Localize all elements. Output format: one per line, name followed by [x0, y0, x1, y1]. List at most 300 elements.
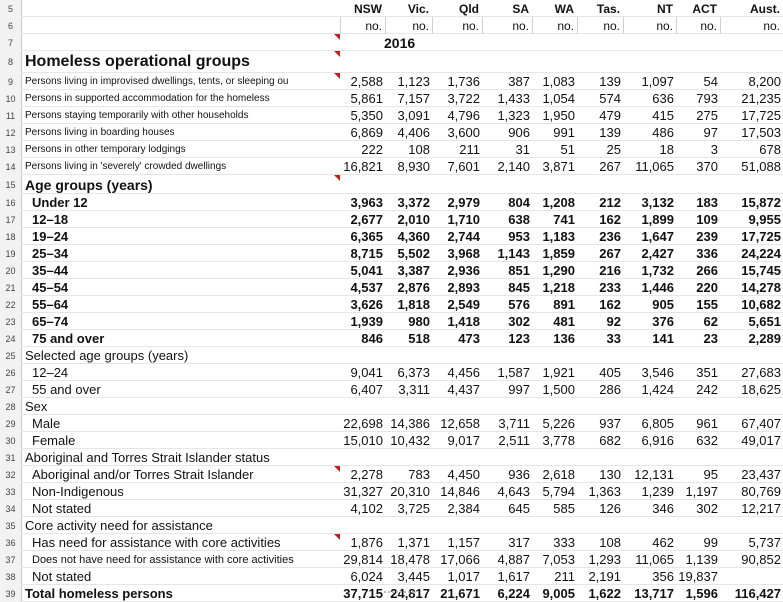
data-cell[interactable]: 4,887 [497, 552, 530, 567]
data-cell[interactable]: 2,677 [350, 212, 383, 227]
data-cell[interactable]: 5,350 [350, 108, 383, 123]
comment-marker-icon[interactable] [334, 466, 340, 472]
data-cell[interactable]: 9,041 [350, 365, 383, 380]
data-cell[interactable]: 17,066 [440, 552, 480, 567]
data-cell[interactable]: 356 [652, 569, 674, 584]
data-cell[interactable]: 2,010 [397, 212, 430, 227]
data-cell[interactable]: 3,091 [397, 108, 430, 123]
data-cell[interactable]: 851 [508, 263, 530, 278]
data-cell[interactable]: 1,418 [447, 314, 480, 329]
row-label[interactable]: Persons living in 'severely' crowded dwellings [25, 161, 227, 172]
unit-cell[interactable]: no. [557, 18, 574, 33]
row-number[interactable]: 22 [0, 296, 22, 313]
data-cell[interactable]: 3,132 [641, 195, 674, 210]
data-cell[interactable]: 793 [696, 91, 718, 106]
data-cell[interactable]: 23,437 [741, 467, 781, 482]
comment-marker-icon[interactable] [334, 534, 340, 540]
data-cell[interactable]: 10,682 [741, 297, 781, 312]
data-cell[interactable]: 4,360 [397, 229, 430, 244]
data-cell[interactable]: 1,433 [497, 91, 530, 106]
data-cell[interactable]: 11,065 [635, 159, 674, 174]
unit-cell[interactable]: no. [763, 18, 780, 33]
row-label[interactable]: 25–34 [32, 246, 69, 261]
row-number[interactable]: 36 [0, 534, 22, 551]
data-cell[interactable]: 3,600 [447, 125, 480, 140]
data-cell[interactable]: 18,625 [741, 382, 781, 397]
data-cell[interactable]: 405 [599, 365, 621, 380]
data-cell[interactable]: 23 [703, 331, 718, 346]
data-cell[interactable]: 1,876 [350, 535, 383, 550]
data-cell[interactable]: 267 [599, 246, 621, 261]
sheet-row-11[interactable] [0, 107, 783, 124]
data-cell[interactable]: 961 [696, 416, 718, 431]
data-cell[interactable]: 783 [408, 467, 430, 482]
data-cell[interactable]: 2,384 [447, 501, 480, 516]
row-number[interactable]: 18 [0, 228, 22, 245]
row-number[interactable]: 11 [0, 107, 22, 124]
sheet-row-25[interactable] [0, 347, 783, 364]
data-cell[interactable]: 31,327 [343, 484, 383, 499]
data-cell[interactable]: 891 [553, 297, 575, 312]
data-cell[interactable]: 49,017 [741, 433, 781, 448]
data-cell[interactable]: 936 [508, 467, 530, 482]
data-cell[interactable]: 317 [508, 535, 530, 550]
data-cell[interactable]: 90,852 [741, 552, 781, 567]
data-cell[interactable]: 1,183 [542, 229, 575, 244]
row-label[interactable]: Non-Indigenous [32, 484, 124, 499]
data-cell[interactable]: 99 [703, 535, 718, 550]
row-number[interactable]: 23 [0, 313, 22, 330]
row-number[interactable]: 21 [0, 279, 22, 296]
row-label[interactable]: Has need for assistance with core activities [32, 535, 281, 550]
data-cell[interactable]: 1,363 [588, 484, 621, 499]
sheet-row-18[interactable] [0, 228, 783, 245]
data-cell[interactable]: 5,861 [350, 91, 383, 106]
data-cell[interactable]: 2,191 [588, 569, 621, 584]
data-cell[interactable]: 1,596 [685, 586, 718, 601]
data-cell[interactable]: 7,053 [542, 552, 575, 567]
data-cell[interactable]: 1,323 [497, 108, 530, 123]
data-cell[interactable]: 17,725 [741, 229, 781, 244]
data-cell[interactable]: 1,097 [641, 74, 674, 89]
row-label[interactable]: Persons in other temporary lodgings [25, 144, 186, 155]
sheet-row-22[interactable] [0, 296, 783, 313]
data-cell[interactable]: 486 [652, 125, 674, 140]
row-label[interactable]: Not stated [32, 569, 92, 584]
row-label[interactable]: Persons in supported accommodation for the homeless [25, 93, 270, 104]
data-cell[interactable]: 2,289 [748, 331, 781, 346]
data-cell[interactable]: 222 [361, 142, 383, 157]
data-cell[interactable]: 351 [696, 365, 718, 380]
sheet-row-10[interactable] [0, 90, 783, 107]
column-header[interactable]: Tas. [596, 1, 620, 16]
data-cell[interactable]: 1,293 [588, 552, 621, 567]
data-cell[interactable]: 3,725 [397, 501, 430, 516]
row-number[interactable]: 39 [0, 585, 22, 602]
comment-marker-icon[interactable] [334, 73, 340, 79]
sheet-row-27[interactable] [0, 381, 783, 398]
row-number[interactable]: 24 [0, 330, 22, 347]
unit-cell[interactable]: no. [462, 18, 479, 33]
data-cell[interactable]: 12,217 [741, 501, 781, 516]
data-cell[interactable]: 5,226 [542, 416, 575, 431]
data-cell[interactable]: 3,778 [542, 433, 575, 448]
row-label[interactable]: Selected age groups (years) [25, 348, 189, 363]
data-cell[interactable]: 1,818 [397, 297, 430, 312]
row-label[interactable]: 12–24 [32, 365, 69, 380]
data-cell[interactable]: 17,503 [741, 125, 781, 140]
data-cell[interactable]: 3,445 [397, 569, 430, 584]
data-cell[interactable]: 1,921 [542, 365, 575, 380]
data-cell[interactable]: 6,916 [641, 433, 674, 448]
data-cell[interactable]: 845 [508, 280, 530, 295]
data-cell[interactable]: 2,618 [542, 467, 575, 482]
row-label[interactable]: Total homeless persons [25, 586, 173, 601]
data-cell[interactable]: 21,671 [440, 586, 480, 601]
data-cell[interactable]: 415 [652, 108, 674, 123]
row-number[interactable]: 20 [0, 262, 22, 279]
data-cell[interactable]: 109 [696, 212, 718, 227]
row-number[interactable]: 29 [0, 415, 22, 432]
data-cell[interactable]: 4,796 [447, 108, 480, 123]
data-cell[interactable]: 481 [553, 314, 575, 329]
data-cell[interactable]: 6,805 [641, 416, 674, 431]
sheet-row-35[interactable] [0, 517, 783, 534]
row-number[interactable]: 17 [0, 211, 22, 228]
data-cell[interactable]: 286 [599, 382, 621, 397]
column-header[interactable]: WA [554, 1, 574, 16]
data-cell[interactable]: 3,626 [350, 297, 383, 312]
row-label[interactable]: Under 12 [32, 195, 88, 210]
data-cell[interactable]: 123 [508, 331, 530, 346]
data-cell[interactable]: 18 [659, 142, 674, 157]
data-cell[interactable]: 2,979 [447, 195, 480, 210]
data-cell[interactable]: 1,859 [542, 246, 575, 261]
row-number[interactable]: 16 [0, 194, 22, 211]
row-number[interactable]: 25 [0, 347, 22, 364]
row-number[interactable]: 10 [0, 90, 22, 107]
data-cell[interactable]: 8,715 [350, 246, 383, 261]
sheet-row-28[interactable] [0, 398, 783, 415]
sheet-row-26[interactable] [0, 364, 783, 381]
data-cell[interactable]: 108 [599, 535, 621, 550]
data-cell[interactable]: 4,102 [350, 501, 383, 516]
row-number[interactable]: 30 [0, 432, 22, 449]
column-header[interactable]: NT [657, 1, 673, 16]
row-number[interactable]: 35 [0, 517, 22, 534]
data-cell[interactable]: 275 [696, 108, 718, 123]
data-cell[interactable]: 24,817 [390, 586, 430, 601]
column-header[interactable]: Aust. [750, 1, 780, 16]
row-number[interactable]: 12 [0, 124, 22, 141]
data-cell[interactable]: 1,899 [641, 212, 674, 227]
sheet-row-33[interactable] [0, 483, 783, 500]
data-cell[interactable]: 636 [652, 91, 674, 106]
data-cell[interactable]: 1,587 [497, 365, 530, 380]
data-cell[interactable]: 216 [599, 263, 621, 278]
sheet-row-13[interactable] [0, 141, 783, 158]
data-cell[interactable]: 3,372 [397, 195, 430, 210]
data-cell[interactable]: 3 [710, 142, 718, 157]
sheet-row-16[interactable] [0, 194, 783, 211]
column-header[interactable]: SA [512, 1, 529, 16]
data-cell[interactable]: 1,617 [497, 569, 530, 584]
data-cell[interactable]: 116,427 [734, 586, 781, 601]
data-cell[interactable]: 183 [696, 195, 718, 210]
data-cell[interactable]: 6,373 [397, 365, 430, 380]
data-cell[interactable]: 92 [606, 314, 621, 329]
data-cell[interactable]: 1,424 [641, 382, 674, 397]
data-cell[interactable]: 141 [652, 331, 674, 346]
data-cell[interactable]: 585 [553, 501, 575, 516]
row-label[interactable]: Homeless operational groups [25, 53, 250, 70]
data-cell[interactable]: 1,647 [641, 229, 674, 244]
data-cell[interactable]: 3,311 [398, 382, 430, 397]
data-cell[interactable]: 162 [599, 212, 621, 227]
row-label[interactable]: Aboriginal and/or Torres Strait Islander [32, 467, 254, 482]
data-cell[interactable]: 95 [703, 467, 718, 482]
row-label[interactable]: Not stated [32, 501, 92, 516]
row-number[interactable]: 26 [0, 364, 22, 381]
data-cell[interactable]: 678 [759, 142, 781, 157]
sheet-row-5[interactable] [0, 0, 783, 17]
data-cell[interactable]: 2,876 [397, 280, 430, 295]
unit-cell[interactable]: no. [365, 18, 382, 33]
data-cell[interactable]: 2,744 [447, 229, 480, 244]
sheet-row-31[interactable] [0, 449, 783, 466]
sheet-row-9[interactable] [0, 73, 783, 90]
data-cell[interactable]: 7,157 [397, 91, 430, 106]
data-cell[interactable]: 4,406 [397, 125, 430, 140]
data-cell[interactable]: 2,893 [447, 280, 480, 295]
sheet-row-38[interactable] [0, 568, 783, 585]
data-cell[interactable]: 4,537 [350, 280, 383, 295]
data-cell[interactable]: 9,017 [447, 433, 480, 448]
data-cell[interactable]: 16,821 [343, 159, 383, 174]
data-cell[interactable]: 804 [508, 195, 530, 210]
data-cell[interactable]: 4,456 [447, 365, 480, 380]
data-cell[interactable]: 15,010 [343, 433, 383, 448]
data-cell[interactable]: 14,386 [390, 416, 430, 431]
data-cell[interactable]: 97 [703, 125, 718, 140]
year-label[interactable]: 2016 [384, 34, 416, 51]
data-cell[interactable]: 1,500 [542, 382, 575, 397]
row-number[interactable]: 37 [0, 551, 22, 568]
data-cell[interactable]: 7,601 [447, 159, 480, 174]
data-cell[interactable]: 29,814 [343, 552, 383, 567]
sheet-row-8[interactable] [0, 51, 783, 73]
data-cell[interactable]: 1,017 [447, 569, 480, 584]
data-cell[interactable]: 25 [606, 142, 621, 157]
data-cell[interactable]: 211 [554, 569, 575, 584]
data-cell[interactable]: 17,725 [741, 108, 781, 123]
data-cell[interactable]: 5,041 [350, 263, 383, 278]
data-cell[interactable]: 1,732 [641, 263, 674, 278]
data-cell[interactable]: 370 [696, 159, 718, 174]
data-cell[interactable]: 1,139 [685, 552, 718, 567]
data-cell[interactable]: 2,549 [447, 297, 480, 312]
data-cell[interactable]: 67,407 [741, 416, 781, 431]
comment-marker-icon[interactable] [334, 175, 340, 181]
data-cell[interactable]: 5,651 [748, 314, 781, 329]
sheet-row-19[interactable] [0, 245, 783, 262]
row-number[interactable]: 5 [0, 0, 22, 17]
data-cell[interactable]: 576 [508, 297, 530, 312]
data-cell[interactable]: 2,511 [498, 433, 530, 448]
data-cell[interactable]: 266 [696, 263, 718, 278]
data-cell[interactable]: 1,157 [447, 535, 480, 550]
row-label[interactable]: 55–64 [32, 297, 69, 312]
data-cell[interactable]: 473 [458, 331, 480, 346]
data-cell[interactable]: 24,224 [741, 246, 781, 261]
data-cell[interactable]: 574 [599, 91, 621, 106]
data-cell[interactable]: 3,722 [447, 91, 480, 106]
column-header[interactable]: Vic. [407, 1, 429, 16]
row-number[interactable]: 31 [0, 449, 22, 466]
data-cell[interactable]: 1,083 [542, 74, 575, 89]
data-cell[interactable]: 479 [599, 108, 621, 123]
sheet-row-17[interactable] [0, 211, 783, 228]
data-cell[interactable]: 632 [696, 433, 718, 448]
data-cell[interactable]: 12,658 [440, 416, 480, 431]
row-number[interactable]: 14 [0, 158, 22, 175]
data-cell[interactable]: 6,407 [350, 382, 383, 397]
data-cell[interactable]: 2,936 [447, 263, 480, 278]
data-cell[interactable]: 645 [508, 501, 530, 516]
data-cell[interactable]: 6,024 [350, 569, 383, 584]
unit-cell[interactable]: no. [603, 18, 620, 33]
data-cell[interactable]: 5,737 [748, 535, 781, 550]
data-cell[interactable]: 239 [696, 229, 718, 244]
data-cell[interactable]: 211 [459, 142, 480, 157]
data-cell[interactable]: 136 [553, 331, 575, 346]
row-label[interactable]: Persons living in boarding houses [25, 127, 175, 138]
sheet-row-36[interactable] [0, 534, 783, 551]
data-cell[interactable]: 5,794 [542, 484, 575, 499]
data-cell[interactable]: 14,846 [440, 484, 480, 499]
data-cell[interactable]: 11,065 [635, 552, 674, 567]
column-header[interactable]: ACT [692, 1, 717, 16]
row-label[interactable]: Sex [25, 399, 48, 414]
row-number[interactable]: 34 [0, 500, 22, 517]
data-cell[interactable]: 6,869 [350, 125, 383, 140]
row-number[interactable]: 15 [0, 175, 22, 194]
data-cell[interactable]: 236 [599, 229, 621, 244]
data-cell[interactable]: 3,963 [350, 195, 383, 210]
row-label[interactable]: 12–18 [32, 212, 69, 227]
data-cell[interactable]: 376 [652, 314, 674, 329]
data-cell[interactable]: 54 [703, 74, 718, 89]
row-label[interactable]: Aboriginal and Torres Strait Islander status [25, 450, 270, 465]
data-cell[interactable]: 682 [599, 433, 621, 448]
sheet-row-37[interactable] [0, 551, 783, 568]
data-cell[interactable]: 220 [696, 280, 718, 295]
sheet-row-23[interactable] [0, 313, 783, 330]
data-cell[interactable]: 1,218 [542, 280, 575, 295]
data-cell[interactable]: 14,278 [741, 280, 781, 295]
data-cell[interactable]: 905 [652, 297, 674, 312]
data-cell[interactable]: 13,717 [634, 586, 674, 601]
data-cell[interactable]: 4,450 [447, 467, 480, 482]
sheet-row-15[interactable] [0, 175, 783, 194]
data-cell[interactable]: 518 [408, 331, 430, 346]
data-cell[interactable]: 1,446 [641, 280, 674, 295]
data-cell[interactable]: 8,200 [748, 74, 781, 89]
row-label[interactable]: 45–54 [32, 280, 69, 295]
row-label[interactable]: 19–24 [32, 229, 69, 244]
row-number[interactable]: 33 [0, 483, 22, 500]
data-cell[interactable]: 22,698 [343, 416, 383, 431]
data-cell[interactable]: 2,278 [350, 467, 383, 482]
row-label[interactable]: 75 and over [32, 331, 105, 346]
data-cell[interactable]: 6,365 [350, 229, 383, 244]
sheet-row-7[interactable] [0, 34, 783, 51]
data-cell[interactable]: 2,588 [350, 74, 383, 89]
row-number[interactable]: 6 [0, 17, 22, 34]
data-cell[interactable]: 1,736 [447, 74, 480, 89]
data-cell[interactable]: 5,502 [397, 246, 430, 261]
row-number[interactable]: 13 [0, 141, 22, 158]
data-cell[interactable]: 1,950 [542, 108, 575, 123]
data-cell[interactable]: 2,140 [497, 159, 530, 174]
data-cell[interactable]: 37,715 [343, 586, 383, 601]
data-cell[interactable]: 3,711 [498, 416, 530, 431]
data-cell[interactable]: 462 [652, 535, 674, 550]
data-cell[interactable]: 3,387 [397, 263, 430, 278]
data-cell[interactable]: 139 [599, 74, 621, 89]
data-cell[interactable]: 1,939 [350, 314, 383, 329]
data-cell[interactable]: 387 [508, 74, 530, 89]
row-label[interactable]: 65–74 [32, 314, 69, 329]
data-cell[interactable]: 980 [408, 314, 430, 329]
row-label[interactable]: Male [32, 416, 61, 431]
data-cell[interactable]: 62 [703, 314, 718, 329]
data-cell[interactable]: 991 [553, 125, 575, 140]
data-cell[interactable]: 3,871 [542, 159, 575, 174]
data-cell[interactable]: 19,837 [678, 569, 718, 584]
sheet-row-14[interactable] [0, 158, 783, 175]
data-cell[interactable]: 15,872 [741, 195, 781, 210]
data-cell[interactable]: 953 [508, 229, 530, 244]
row-label[interactable]: 55 and over [32, 382, 101, 397]
data-cell[interactable]: 126 [599, 501, 621, 516]
row-number[interactable]: 27 [0, 381, 22, 398]
data-cell[interactable]: 333 [553, 535, 575, 550]
column-header[interactable]: Qld [459, 1, 479, 16]
data-cell[interactable]: 9,005 [542, 586, 575, 601]
data-cell[interactable]: 4,643 [497, 484, 530, 499]
data-cell[interactable]: 242 [696, 382, 718, 397]
data-cell[interactable]: 21,235 [741, 91, 781, 106]
comment-marker-icon[interactable] [334, 51, 340, 57]
data-cell[interactable]: 155 [696, 297, 718, 312]
data-cell[interactable]: 1,143 [497, 246, 530, 261]
data-cell[interactable]: 2,427 [641, 246, 674, 261]
row-label[interactable]: Persons living in improvised dwellings, tents, or sleeping ou [25, 76, 289, 87]
unit-cell[interactable]: no. [700, 18, 717, 33]
data-cell[interactable]: 212 [599, 195, 621, 210]
row-number[interactable]: 8 [0, 51, 22, 73]
row-label[interactable]: Persons staying temporarily with other households [25, 110, 249, 121]
sheet-row-24[interactable] [0, 330, 783, 347]
data-cell[interactable]: 1,371 [397, 535, 430, 550]
row-label[interactable]: 35–44 [32, 263, 69, 278]
data-cell[interactable]: 139 [599, 125, 621, 140]
data-cell[interactable] [720, 568, 783, 585]
data-cell[interactable]: 997 [508, 382, 530, 397]
row-label[interactable]: Core activity need for assistance [25, 518, 213, 533]
row-number[interactable]: 7 [0, 34, 22, 51]
